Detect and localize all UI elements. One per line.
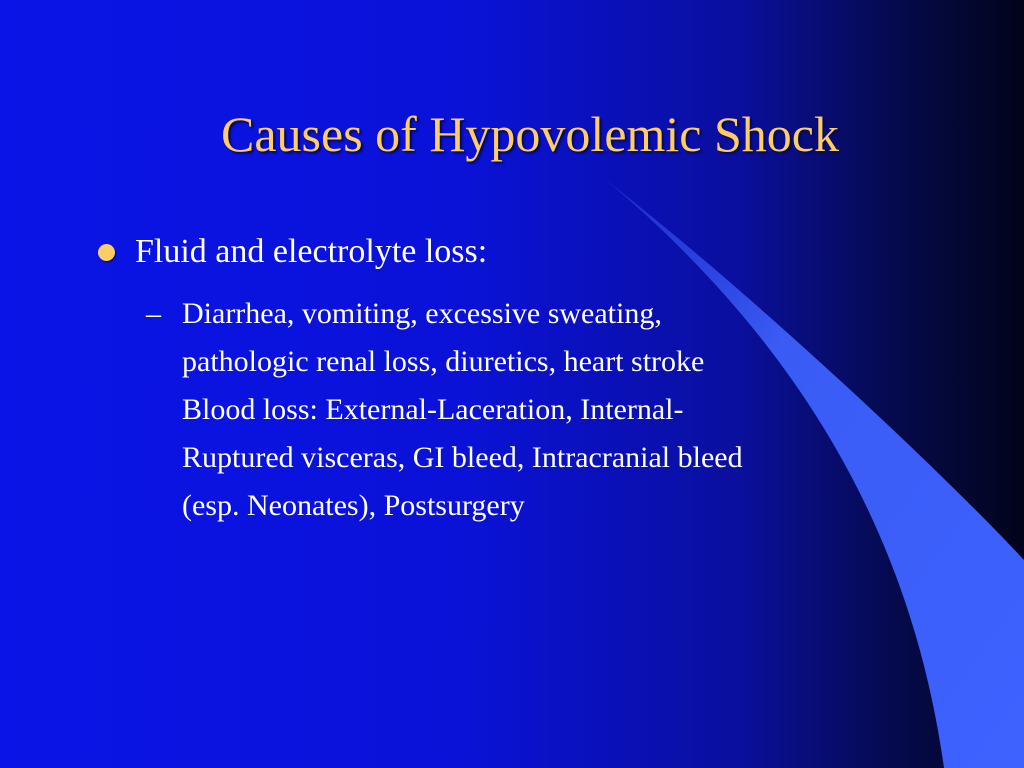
bullet-text: Fluid and electrolyte loss:: [135, 233, 488, 270]
sub-bullet-line: Diarrhea, vomiting, excessive sweating,: [182, 297, 662, 330]
sub-bullet-line: Blood loss: External-Laceration, Internal-: [182, 393, 684, 426]
sub-bullet-line: pathologic renal loss, diuretics, heart stroke: [182, 345, 705, 378]
bullet-dot-icon: [98, 244, 115, 261]
bullet-item: [98, 228, 487, 276]
dash-icon: –: [146, 297, 161, 330]
sub-bullet-item: [146, 290, 743, 530]
sub-bullet-text: [182, 290, 743, 530]
sub-bullet-line: Ruptured visceras, GI bleed, Intracranial bleed: [182, 441, 743, 474]
slide-title: Causes of Hypovolemic Shock: [221, 106, 839, 162]
sub-bullet-line: (esp. Neonates), Postsurgery: [182, 489, 525, 522]
